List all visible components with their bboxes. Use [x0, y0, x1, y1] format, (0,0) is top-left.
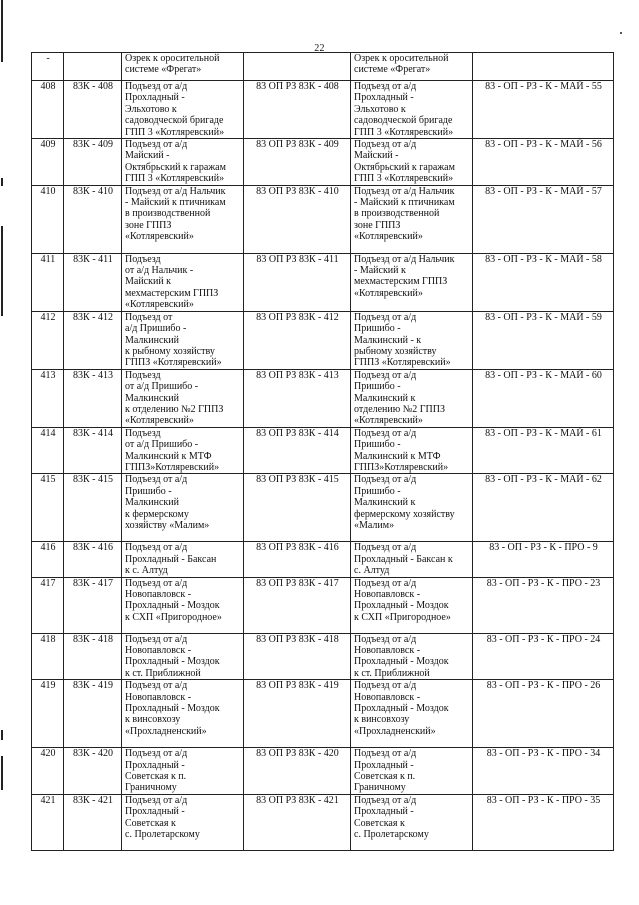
road-name: Подъезд от а/д Прохладный - Советская к п. Граничному [125, 748, 188, 794]
road-identifier: 83 ОП РЗ 83К - 409 [256, 139, 339, 151]
road-name-repeat-cell [351, 185, 473, 253]
road-name-repeat: Подъезд от а/д Пришибо - Малкинский к фермерскому хозяйству «Малим» [354, 474, 455, 531]
registry-number: 83 - ОП - РЗ - К - МАЙ - 59 [485, 311, 602, 323]
registry-number-cell [473, 81, 614, 139]
road-name-repeat-cell [351, 139, 473, 186]
road-code-cell [64, 474, 122, 542]
road-name-repeat-cell [351, 633, 473, 680]
table-row [32, 542, 614, 577]
road-identifier: 83 ОП РЗ 83К - 412 [256, 311, 339, 323]
road-name-repeat: Подъезд от а/д Новопавловск - Прохладный - Моздок к винсовхозу «Прохладненский» [354, 680, 449, 737]
registry-number: 83 - ОП - РЗ - К - МАЙ - 57 [485, 185, 602, 197]
page-number: 22 [314, 43, 325, 54]
road-name-repeat: Подъезд от а/д Пришибо - Малкинский к отделению №2 ГППЗ «Котляревский» [354, 369, 446, 427]
scan-speck [620, 32, 622, 34]
registry-number-cell [473, 185, 614, 253]
row-number-cell [32, 794, 64, 850]
road-name: Подъезд от а/д Майский - Октябрьский к гаражам ГПП 3 «Котляревский» [125, 139, 226, 185]
road-name-repeat: Озрек к оросительной системе «Фрегат» [354, 53, 449, 76]
road-name-repeat: Подъезд от а/д Майский - Октябрьский к гаражам ГПП 3 «Котляревский» [354, 139, 455, 185]
road-name-repeat-cell [351, 542, 473, 577]
road-code-cell [64, 311, 122, 369]
margin-mark [1, 178, 3, 186]
road-code: 83К - 417 [73, 577, 113, 589]
road-code-cell [64, 81, 122, 139]
road-identifier: 83 ОП РЗ 83К - 408 [256, 81, 339, 92]
row-number: 408 [40, 81, 56, 92]
registry-number-cell [473, 794, 614, 850]
registry-number: 83 - ОП - РЗ - К - МАЙ - 61 [485, 427, 602, 439]
road-code: 83К - 419 [73, 680, 113, 692]
table-row [32, 53, 614, 81]
row-number-cell [32, 633, 64, 680]
row-number: 409 [40, 139, 56, 151]
table-row [32, 680, 614, 748]
road-name-repeat: Подъезд от а/д Прохладный - Советская к п. Граничному [354, 748, 417, 794]
road-name: Подъезд от а/д Пришибо - Малкинский к фермерскому хозяйству «Малим» [125, 474, 210, 531]
registry-number: 83 - ОП - РЗ - К - МАЙ - 58 [485, 253, 602, 265]
road-identifier: 83 ОП РЗ 83К - 419 [256, 680, 339, 692]
registry-number: 83 - ОП - РЗ - К - ПРО - 9 [489, 542, 598, 554]
row-number-cell [32, 748, 64, 795]
road-name-repeat-cell [351, 748, 473, 795]
road-identifier: 83 ОП РЗ 83К - 417 [256, 577, 339, 589]
road-code-cell [64, 253, 122, 311]
registry-number: 83 - ОП - РЗ - К - ПРО - 35 [486, 794, 601, 806]
registry-number-cell [473, 369, 614, 427]
road-name: Подъезд от а/д Нальчик - Майский к мехмастерским ГППЗ «Котляревский» [125, 253, 219, 311]
road-name-cell [122, 53, 244, 81]
road-name-cell [122, 748, 244, 795]
road-identifier-cell [244, 633, 351, 680]
road-name-repeat-cell [351, 53, 473, 81]
road-name-repeat-cell [351, 474, 473, 542]
road-identifier: 83 ОП РЗ 83К - 413 [256, 369, 339, 381]
road-name-repeat-cell [351, 577, 473, 633]
road-identifier-cell [244, 748, 351, 795]
table-row [32, 474, 614, 542]
road-identifier-cell [244, 369, 351, 427]
registry-number: 83 - ОП - РЗ - К - МАЙ - 62 [485, 474, 602, 486]
row-number: 417 [40, 577, 56, 589]
table-row [32, 369, 614, 427]
row-number: 421 [40, 794, 56, 806]
road-name-cell [122, 794, 244, 850]
road-code-cell [64, 794, 122, 850]
row-number: 412 [40, 311, 56, 323]
road-name: Подъезд от а/д Новопавловск - Прохладный - Моздок к ст. Приближной [125, 633, 220, 679]
road-name: Подъезд от а/д Новопавловск - Прохладный - Моздок к винсовхозу «Прохладненский» [125, 680, 220, 737]
road-name-repeat: Подъезд от а/д Нальчик - Майский к птичникам в производственной зоне ГППЗ «Котляревский» [354, 185, 455, 243]
road-name-cell [122, 369, 244, 427]
row-number-cell [32, 427, 64, 474]
row-number-cell [32, 81, 64, 139]
road-identifier: 83 ОП РЗ 83К - 416 [256, 542, 339, 554]
registry-number: 83 - ОП - РЗ - К - ПРО - 23 [486, 577, 601, 589]
table-row [32, 81, 614, 139]
road-name-cell [122, 81, 244, 139]
road-identifier-cell [244, 81, 351, 139]
table-row [32, 794, 614, 850]
road-identifier-cell [244, 53, 351, 81]
road-name-repeat: Подъезд от а/д Новопавловск - Прохладный - Моздок к СХП «Пригородное» [354, 577, 451, 623]
table-row [32, 633, 614, 680]
road-identifier-cell [244, 542, 351, 577]
registry-number: 83 - ОП - РЗ - К - МАЙ - 55 [485, 81, 602, 92]
margin-mark [1, 226, 3, 316]
road-code: 83К - 409 [73, 139, 113, 151]
road-identifier-cell [244, 311, 351, 369]
road-name-repeat-cell [351, 311, 473, 369]
road-name-repeat-cell [351, 81, 473, 139]
road-code-cell [64, 427, 122, 474]
table-row [32, 185, 614, 253]
road-code-cell [64, 577, 122, 633]
road-name: Подъезд от а/д Прохладный - Баксан к с. Алтуд [125, 542, 217, 577]
road-name-repeat-cell [351, 427, 473, 474]
road-code: 83К - 415 [73, 474, 113, 486]
road-name-cell [122, 139, 244, 186]
row-number-cell [32, 139, 64, 186]
road-identifier-cell [244, 427, 351, 474]
road-code-cell [64, 680, 122, 748]
road-code: 83К - 420 [73, 748, 113, 760]
road-name: Подъезд от а/д Пришибо - Малкинский к МТФ ГППЗ»Котляревский» [125, 427, 220, 473]
road-code: 83К - 421 [73, 794, 113, 806]
table-row [32, 139, 614, 186]
road-name-cell [122, 542, 244, 577]
road-name: Подъезд от а/д Пришибо - Малкинский к рыбному хозяйству ГППЗ «Котляревский» [125, 311, 222, 369]
road-code-cell [64, 542, 122, 577]
road-code: 83К - 414 [73, 427, 113, 439]
road-code: 83К - 416 [73, 542, 113, 554]
road-identifier: 83 ОП РЗ 83К - 414 [256, 427, 339, 439]
road-code-cell [64, 748, 122, 795]
registry-number-cell [473, 633, 614, 680]
road-identifier: 83 ОП РЗ 83К - 418 [256, 633, 339, 645]
row-number: - [46, 53, 50, 64]
row-number-cell [32, 474, 64, 542]
row-number-cell [32, 53, 64, 81]
road-name-repeat: Подъезд от а/д Нальчик - Майский к мехмастерским ГППЗ «Котляревский» [354, 253, 455, 299]
road-code: 83К - 408 [73, 81, 113, 92]
road-name-cell [122, 253, 244, 311]
margin-mark [1, 756, 3, 790]
road-name-cell [122, 680, 244, 748]
margin-mark [1, 730, 3, 740]
row-number-cell [32, 185, 64, 253]
row-number-cell [32, 311, 64, 369]
road-name: Подъезд от а/д Нальчик - Майский к птичникам в производственной зоне ГППЗ «Котляревский» [125, 185, 226, 243]
road-code: 83К - 411 [73, 253, 113, 265]
road-code: 83К - 413 [73, 369, 113, 381]
road-name-cell [122, 633, 244, 680]
table-row [32, 748, 614, 795]
road-name: Подъезд от а/д Прохладный - Советская к с. Пролетарскому [125, 794, 200, 841]
road-name-repeat: Подъезд от а/д Новопавловск - Прохладный - Моздок к ст. Приближной [354, 633, 449, 679]
road-name-cell [122, 311, 244, 369]
road-name-repeat-cell [351, 369, 473, 427]
table-row [32, 427, 614, 474]
registry-number-cell [473, 311, 614, 369]
road-name-repeat-cell [351, 253, 473, 311]
registry-number-cell [473, 680, 614, 748]
road-identifier-cell [244, 577, 351, 633]
row-number: 411 [40, 253, 56, 265]
road-code: 83К - 410 [73, 185, 113, 197]
registry-body [32, 53, 614, 851]
road-name-cell [122, 577, 244, 633]
registry-number: 83 - ОП - РЗ - К - ПРО - 34 [486, 748, 601, 760]
road-code-cell [64, 369, 122, 427]
road-name: Озрек к оросительной системе «Фрегат» [125, 53, 220, 76]
registry-number-cell [473, 253, 614, 311]
road-name-repeat: Подъезд от а/д Пришибо - Малкинский - к рыбному хозяйству ГППЗ «Котляревский» [354, 311, 451, 369]
road-name: Подъезд от а/д Прохладный - Эльхотово к садоводческой бригаде ГПП 3 «Котляревский» [125, 81, 225, 138]
registry-number: 83 - ОП - РЗ - К - МАЙ - 60 [485, 369, 602, 381]
row-number: 414 [40, 427, 56, 439]
table-row [32, 577, 614, 633]
road-name-cell [122, 427, 244, 474]
table-row [32, 311, 614, 369]
row-number-cell [32, 369, 64, 427]
road-identifier-cell [244, 680, 351, 748]
registry-number-cell [473, 427, 614, 474]
road-identifier: 83 ОП РЗ 83К - 420 [256, 748, 339, 760]
road-identifier-cell [244, 253, 351, 311]
road-name-cell [122, 185, 244, 253]
row-number-cell [32, 253, 64, 311]
registry-number: 83 - ОП - РЗ - К - МАЙ - 56 [485, 139, 602, 151]
row-number: 410 [40, 185, 56, 197]
road-name-cell [122, 474, 244, 542]
road-identifier: 83 ОП РЗ 83К - 410 [256, 185, 339, 197]
row-number: 413 [40, 369, 56, 381]
road-name-repeat: Подъезд от а/д Прохладный - Советская к с. Пролетарскому [354, 794, 429, 841]
row-number: 416 [40, 542, 56, 554]
row-number: 420 [40, 748, 56, 760]
row-number-cell [32, 577, 64, 633]
row-number: 415 [40, 474, 56, 486]
road-identifier-cell [244, 185, 351, 253]
road-name-repeat: Подъезд от а/д Пришибо - Малкинский к МТФ ГППЗ»Котляревский» [354, 427, 449, 473]
road-code-cell [64, 633, 122, 680]
road-code: 83К - 418 [73, 633, 113, 645]
registry-number-cell [473, 139, 614, 186]
road-identifier-cell [244, 139, 351, 186]
registry-number-cell [473, 542, 614, 577]
road-name-repeat: Подъезд от а/д Прохладный - Эльхотово к садоводческой бригаде ГПП 3 «Котляревский» [354, 81, 454, 138]
registry-number-cell [473, 748, 614, 795]
road-identifier-cell [244, 794, 351, 850]
road-identifier-cell [244, 474, 351, 542]
registry-number: 83 - ОП - РЗ - К - ПРО - 26 [486, 680, 601, 692]
road-identifier: 83 ОП РЗ 83К - 415 [256, 474, 339, 486]
road-name-repeat-cell [351, 680, 473, 748]
registry-number-cell [473, 474, 614, 542]
road-code: 83К - 412 [73, 311, 113, 323]
registry-number-cell [473, 53, 614, 81]
road-registry-table [31, 52, 614, 851]
road-name-repeat-cell [351, 794, 473, 850]
row-number-cell [32, 680, 64, 748]
road-identifier: 83 ОП РЗ 83К - 411 [256, 253, 339, 265]
road-identifier: 83 ОП РЗ 83К - 421 [256, 794, 339, 806]
road-name: Подъезд от а/д Пришибо - Малкинский к отделению №2 ГППЗ «Котляревский» [125, 369, 224, 427]
road-code-cell [64, 53, 122, 81]
road-code-cell [64, 139, 122, 186]
registry-number-cell [473, 577, 614, 633]
road-name: Подъезд от а/д Новопавловск - Прохладный - Моздок к СХП «Пригородное» [125, 577, 222, 623]
registry-number: 83 - ОП - РЗ - К - ПРО - 24 [486, 633, 601, 645]
row-number: 419 [40, 680, 56, 692]
road-name-repeat: Подъезд от а/д Прохладный - Баксан к с. Алтуд [354, 542, 453, 577]
table-row [32, 253, 614, 311]
row-number: 418 [40, 633, 56, 645]
road-code-cell [64, 185, 122, 253]
row-number-cell [32, 542, 64, 577]
